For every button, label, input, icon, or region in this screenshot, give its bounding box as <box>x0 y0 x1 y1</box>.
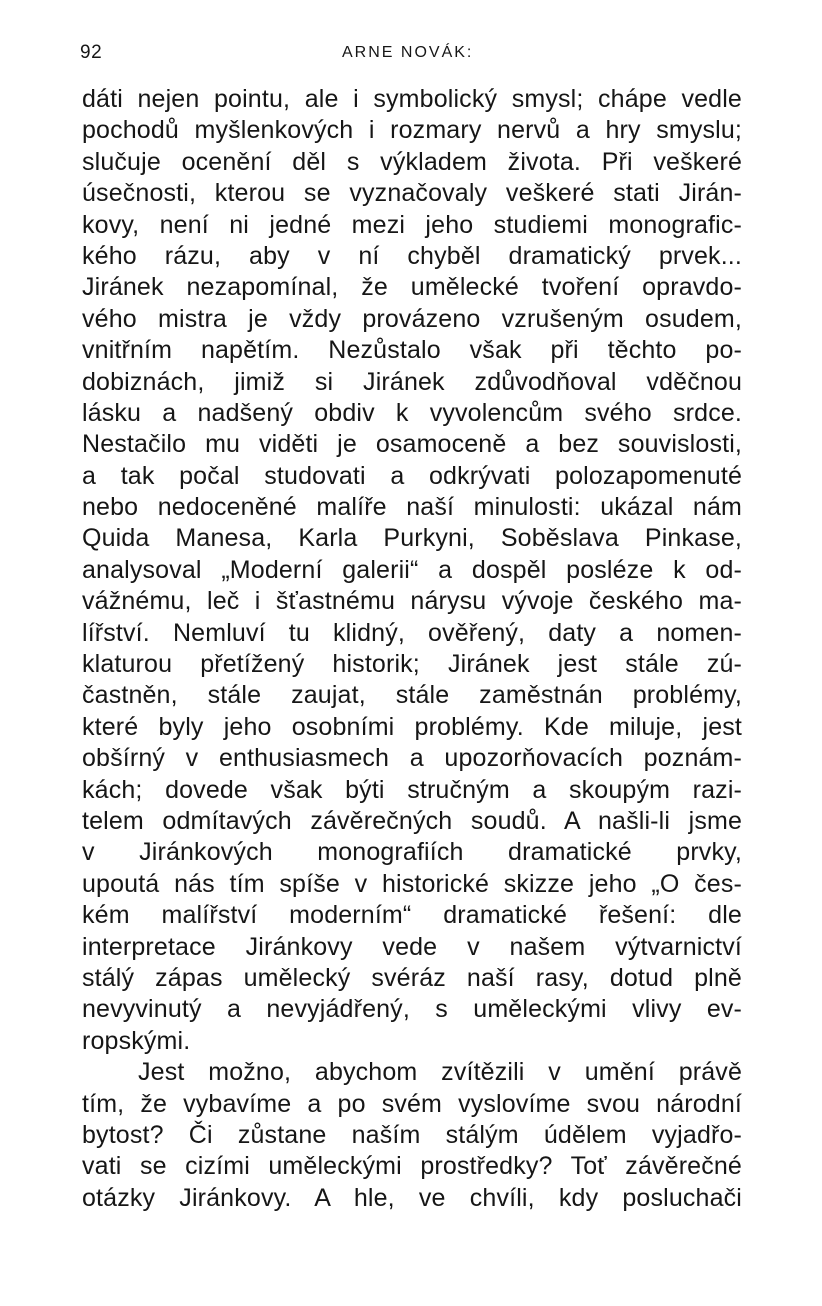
text-line: kovy, není ni jedné mezi jeho studiemi monografic- <box>82 210 742 239</box>
page-header <box>80 42 742 72</box>
text-line: slučuje ocenění děl s výkladem života. Při veškeré <box>82 147 742 176</box>
text-line: bytost? Či zůstane naším stálým údělem vyjadřo- <box>82 1120 742 1149</box>
text-line: tím, že vybavíme a po svém vyslovíme svou národní <box>82 1089 742 1118</box>
text-line: upoutá nás tím spíše v historické skizze jeho „O čes- <box>82 869 742 898</box>
text-line: vážnému, leč i šťastnému nárysu vývoje českého ma- <box>82 587 742 616</box>
text-line: v Jiránkových monografiích dramatické prvky, <box>82 838 742 867</box>
paragraph-end-line: ropskými. <box>82 1026 191 1055</box>
text-line: telem odmítavých závěrečných soudů. A našli-li jsme <box>82 806 742 835</box>
text-line: kém malířství moderním“ dramatické řešení: dle <box>82 901 742 930</box>
text-line: Jiránek nezapomínal, že umělecké tvoření opravdo- <box>82 273 742 302</box>
page-number: 92 <box>80 42 103 63</box>
text-line: vnitřním napětím. Nezůstalo však při těchto po- <box>82 336 742 365</box>
text-line: otázky Jiránkovy. A hle, ve chvíli, kdy posluchači <box>82 1183 742 1212</box>
text-line: častněn, stále zaujat, stále zaměstnán problémy, <box>82 681 742 710</box>
text-line: obšírný v enthusiasmech a upozorňovacích poznám- <box>82 744 742 773</box>
body-text <box>82 84 742 1214</box>
text-line: stálý zápas umělecký svéráz naší rasy, dotud plně <box>82 963 742 992</box>
paragraph-start-line: Jest možno, abychom zvítězili v umění právě <box>138 1058 742 1087</box>
text-line: lířství. Nemluví tu klidný, ověřený, daty a nomen- <box>82 618 742 647</box>
text-line: analysoval „Moderní galerii“ a dospěl posléze k od- <box>82 555 742 584</box>
text-line: vati se cizími uměleckými prostředky? Toť závěrečné <box>82 1152 742 1181</box>
text-line: úsečnosti, kterou se vyznačovaly veškeré stati Jirán- <box>82 179 742 208</box>
text-line: a tak počal studovati a odkrývati polozapomenuté <box>82 461 742 490</box>
text-line: lásku a nadšený obdiv k vyvolencům svého srdce. <box>82 398 742 427</box>
text-line: kách; dovede však býti stručným a skoupým razi- <box>82 775 742 804</box>
text-line: nebo nedoceněné malíře naší minulosti: ukázal nám <box>82 493 742 522</box>
running-head: ARNE NOVÁK: <box>342 44 474 61</box>
text-line: vého mistra je vždy provázeno vzrušeným osudem, <box>82 304 742 333</box>
text-line: klaturou přetížený historik; Jiránek jest stále zú- <box>82 650 742 679</box>
text-line: Quida Manesa, Karla Purkyni, Soběslava Pinkase, <box>82 524 742 553</box>
text-line: které byly jeho osobními problémy. Kde miluje, jest <box>82 712 742 741</box>
text-line: Nestačilo mu viděti je osamoceně a bez souvislosti, <box>82 430 742 459</box>
text-line: dobiznách, jimiž si Jiránek zdůvodňoval vděčnou <box>82 367 742 396</box>
text-line: nevyvinutý a nevyjádřený, s uměleckými vlivy ev- <box>82 995 742 1024</box>
text-line: kého rázu, aby v ní chyběl dramatický prvek... <box>82 241 742 270</box>
text-line: interpretace Jiránkovy vede v našem výtvarnictví <box>82 932 742 961</box>
text-line: pochodů myšlenkových i rozmary nervů a hry smyslu; <box>82 116 742 145</box>
text-line: dáti nejen pointu, ale i symbolický smysl; chápe vedle <box>82 85 742 113</box>
